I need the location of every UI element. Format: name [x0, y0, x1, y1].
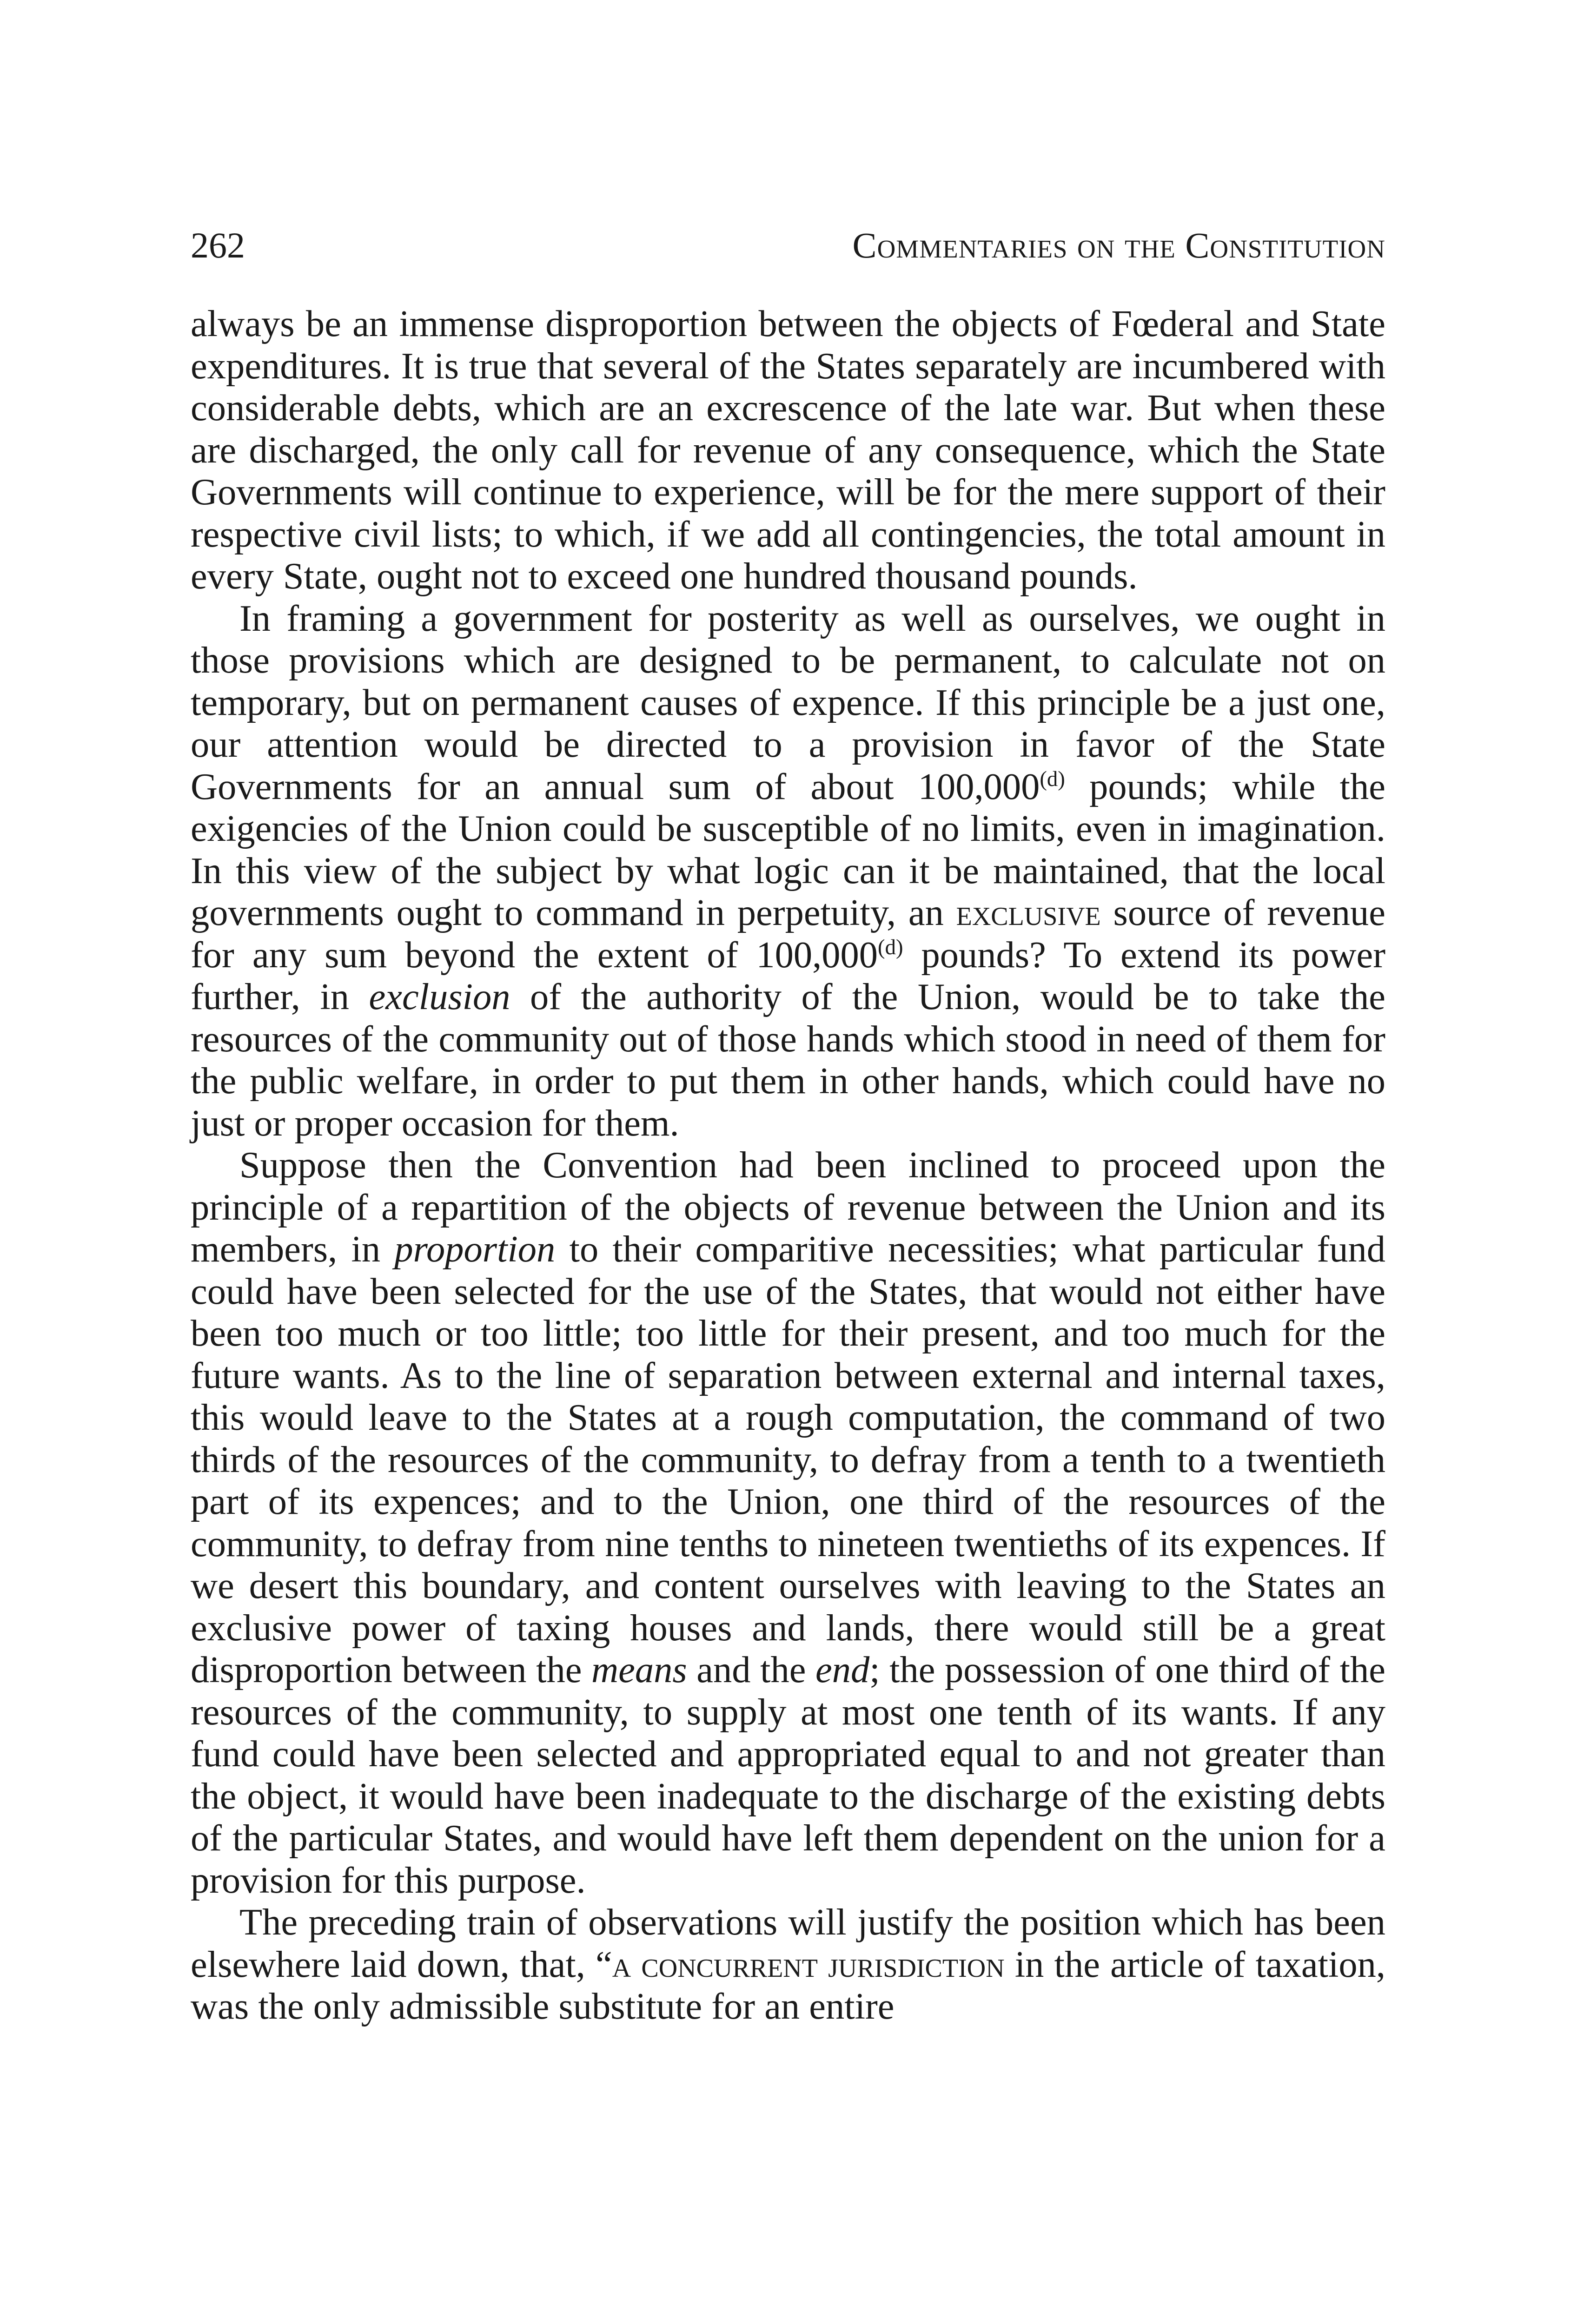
paragraph-3-text-2: to their comparitive necessities; what particular fund could have been selected for the use of the States, that would not either have been too much or too little; too little for their present, and too much for the future wants. As to the line of separation between external and internal taxes, this would leave to the States at a rough computation, the command of two thirds of the resources of the community, to defray from a tenth to a twentieth part of its expences; and to the Union, one third of the resources of the community, to defray from nine tenths to nineteen twentieths of its expences. If we desert this boundary, and content ourselves with leaving to the States an exclusive power of taxing houses and lands, there would still be a great disproportion between the	[191, 1228, 1385, 1690]
paragraph-2-text-5: of the authority of the Union, would be to take the resources of the community out of those hands which stood in need of them for the public welfare, in order to put them in other hands, which could have no just or proper occasion for them.	[191, 976, 1385, 1144]
body-text	[191, 303, 1385, 2028]
paragraph-4	[191, 1901, 1385, 2028]
paragraph-1-text: always be an immense disproportion between the objects of Fœderal and State expenditures. It is true that several of the States separately are incumbered with considerable debts, which are an excrescence of the late war. But when these are discharged, the only call for revenue of any consequence, which the State Governments will continue to experience, will be for the mere support of their respective civil lists; to which, if we add all contingencies, the total amount in every State, ought not to exceed one hundred thousand pounds.	[191, 303, 1385, 597]
paragraph-1	[191, 303, 1385, 598]
paragraph-2-text-3: source of revenue for any sum beyond the extent of 100,000	[191, 892, 1385, 976]
italic-term: means	[591, 1649, 687, 1690]
paragraph-4-text-2: in the article of taxation, was the only admissible substitute for an entire	[191, 1943, 1386, 2027]
italic-term: proportion	[394, 1228, 556, 1270]
small-caps-term: a concurrent jurisdiction	[612, 1943, 1005, 1985]
paragraph-3-text-3: and the	[687, 1649, 815, 1690]
footnote-marker: (d)	[1040, 766, 1065, 791]
paragraph-2-text-2: pounds; while the exigencies of the Union could be susceptible of no limits, even in imagination. In this view of the subject by what logic can it be maintained, that the local governments ought to command in perpetuity, an	[191, 766, 1385, 933]
paragraph-3	[191, 1144, 1385, 1901]
paragraph-2-text-4: pounds? To extend its power further, in	[191, 934, 1385, 1017]
italic-term: end	[815, 1649, 870, 1690]
paragraph-4-text-1: The preceding train of observations will justify the position which has been elsewhere laid down, that, “	[191, 1901, 1385, 1985]
page-header	[191, 222, 1385, 269]
paragraph-3-text-1: Suppose then the Convention had been inclined to proceed upon the principle of a repartition of the objects of revenue between the Union and its members, in	[191, 1144, 1385, 1270]
page-number: 262	[191, 225, 245, 265]
running-head: Commentaries on the Constitution	[852, 225, 1385, 265]
small-caps-term: exclusive	[956, 892, 1101, 933]
paragraph-3-text-4: ; the possession of one third of the resources of the community, to supply at most one tenth of its wants. If any fund could have been selected and appropriated equal to and not greater than the object, it would have been inadequate to the discharge of the existing debts of the particular States, and would have left them dependent on the union for a provision for this purpose.	[191, 1649, 1385, 1901]
italic-term: exclusion	[369, 976, 510, 1017]
footnote-marker: (d)	[878, 935, 903, 959]
paragraph-2	[191, 598, 1385, 1145]
paragraph-2-text-1: In framing a government for posterity as well as ourselves, we ought in those provisions which are designed to be permanent, to calculate not on temporary, but on permanent causes of expence. If this principle be a just one, our attention would be directed to a provision in favor of the State Governments for an annual sum of about 100,000	[191, 597, 1385, 807]
